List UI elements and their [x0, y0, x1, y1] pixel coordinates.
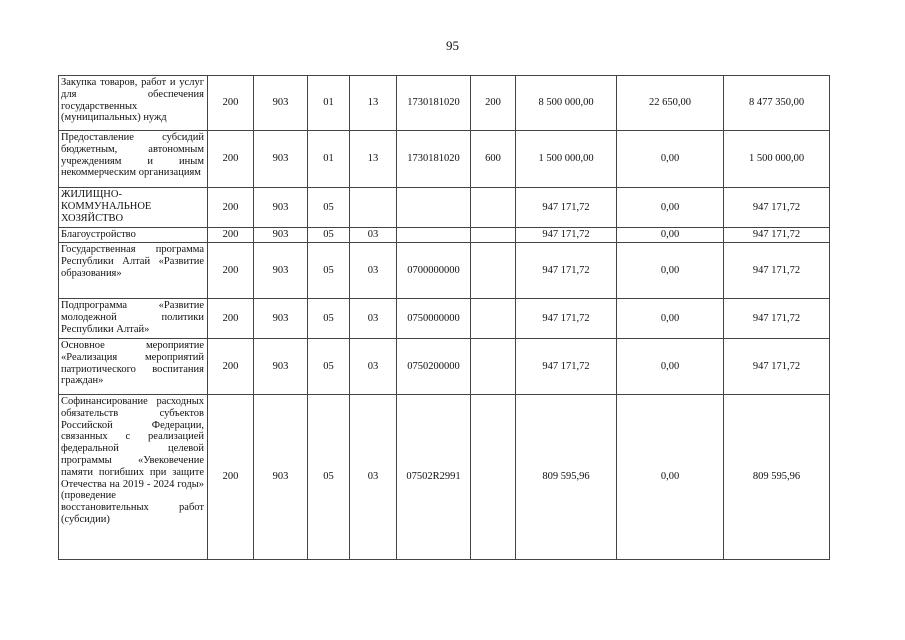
- table-row: [59, 299, 830, 339]
- row-name-cell: Закупка товаров, работ и услуг для обеспечения государственных (муниципальных) нужд: [59, 76, 208, 131]
- amount-cell: 809 595,96: [516, 395, 617, 560]
- grbs-code-cell: 903: [254, 339, 308, 395]
- admin-code-cell: 200: [208, 131, 254, 188]
- grbs-code-cell: 903: [254, 228, 308, 243]
- section-code-cell: 05: [308, 395, 350, 560]
- expense-type-cell: [471, 395, 516, 560]
- grbs-code-cell: 903: [254, 188, 308, 228]
- section-code-cell: 01: [308, 131, 350, 188]
- section-code-cell: 01: [308, 76, 350, 131]
- admin-code-cell: 200: [208, 76, 254, 131]
- budget-table: [58, 75, 830, 560]
- row-name-cell: ЖИЛИЩНО-КОММУНАЛЬНОЕ ХОЗЯЙСТВО: [59, 188, 208, 228]
- table-body: [59, 76, 830, 560]
- adjusted-amount-cell: 947 171,72: [724, 243, 830, 299]
- change-amount-cell: 0,00: [617, 188, 724, 228]
- row-name-cell: Софинансирование расходных обязательств субъектов Российской Федерации, связанных с реализацией федеральной целевой программы «Увековечение памяти погибших при защите Отечества на 2019 - 2024 годы» (проведение восстановительных работ (субсидии): [59, 395, 208, 560]
- subsection-code-cell: 03: [350, 299, 397, 339]
- adjusted-amount-cell: 8 477 350,00: [724, 76, 830, 131]
- table-row: [59, 228, 830, 243]
- section-code-cell: 05: [308, 228, 350, 243]
- admin-code-cell: 200: [208, 339, 254, 395]
- amount-cell: 947 171,72: [516, 188, 617, 228]
- expense-type-cell: [471, 243, 516, 299]
- amount-cell: 947 171,72: [516, 299, 617, 339]
- expense-type-cell: 600: [471, 131, 516, 188]
- table-row: [59, 188, 830, 228]
- table-row: [59, 76, 830, 131]
- admin-code-cell: 200: [208, 228, 254, 243]
- adjusted-amount-cell: 947 171,72: [724, 339, 830, 395]
- subsection-code-cell: 13: [350, 76, 397, 131]
- adjusted-amount-cell: 947 171,72: [724, 188, 830, 228]
- table-row: [59, 395, 830, 560]
- expense-type-cell: [471, 188, 516, 228]
- grbs-code-cell: 903: [254, 243, 308, 299]
- change-amount-cell: 0,00: [617, 228, 724, 243]
- section-code-cell: 05: [308, 243, 350, 299]
- admin-code-cell: 200: [208, 299, 254, 339]
- target-article-cell: [397, 188, 471, 228]
- row-name-cell: Предоставление субсидий бюджетным, автономным учреждениям и иным некоммерческим организациям: [59, 131, 208, 188]
- grbs-code-cell: 903: [254, 76, 308, 131]
- subsection-code-cell: 03: [350, 339, 397, 395]
- target-article-cell: 0750000000: [397, 299, 471, 339]
- amount-cell: 1 500 000,00: [516, 131, 617, 188]
- target-article-cell: 1730181020: [397, 76, 471, 131]
- amount-cell: 947 171,72: [516, 243, 617, 299]
- admin-code-cell: 200: [208, 243, 254, 299]
- adjusted-amount-cell: 1 500 000,00: [724, 131, 830, 188]
- subsection-code-cell: [350, 188, 397, 228]
- change-amount-cell: 22 650,00: [617, 76, 724, 131]
- change-amount-cell: 0,00: [617, 395, 724, 560]
- adjusted-amount-cell: 947 171,72: [724, 228, 830, 243]
- expense-type-cell: 200: [471, 76, 516, 131]
- grbs-code-cell: 903: [254, 131, 308, 188]
- admin-code-cell: 200: [208, 188, 254, 228]
- row-name-cell: Основное мероприятие «Реализация мероприятий патриотического воспитания граждан»: [59, 339, 208, 395]
- subsection-code-cell: 03: [350, 243, 397, 299]
- change-amount-cell: 0,00: [617, 299, 724, 339]
- expense-type-cell: [471, 339, 516, 395]
- section-code-cell: 05: [308, 339, 350, 395]
- target-article-cell: 0700000000: [397, 243, 471, 299]
- amount-cell: 947 171,72: [516, 228, 617, 243]
- page-number: 95: [446, 38, 459, 53]
- target-article-cell: [397, 228, 471, 243]
- change-amount-cell: 0,00: [617, 339, 724, 395]
- adjusted-amount-cell: 947 171,72: [724, 299, 830, 339]
- section-code-cell: 05: [308, 188, 350, 228]
- target-article-cell: 0750200000: [397, 339, 471, 395]
- target-article-cell: 1730181020: [397, 131, 471, 188]
- row-name-cell: Благоустройство: [59, 228, 208, 243]
- row-name-cell: Подпрограмма «Развитие молодежной политики Республики Алтай»: [59, 299, 208, 339]
- section-code-cell: 05: [308, 299, 350, 339]
- expense-type-cell: [471, 228, 516, 243]
- subsection-code-cell: 03: [350, 228, 397, 243]
- change-amount-cell: 0,00: [617, 243, 724, 299]
- table-row: [59, 243, 830, 299]
- amount-cell: 8 500 000,00: [516, 76, 617, 131]
- amount-cell: 947 171,72: [516, 339, 617, 395]
- admin-code-cell: 200: [208, 395, 254, 560]
- change-amount-cell: 0,00: [617, 131, 724, 188]
- target-article-cell: 07502R2991: [397, 395, 471, 560]
- adjusted-amount-cell: 809 595,96: [724, 395, 830, 560]
- grbs-code-cell: 903: [254, 395, 308, 560]
- subsection-code-cell: 13: [350, 131, 397, 188]
- expense-type-cell: [471, 299, 516, 339]
- table-row: [59, 339, 830, 395]
- subsection-code-cell: 03: [350, 395, 397, 560]
- grbs-code-cell: 903: [254, 299, 308, 339]
- table-row: [59, 131, 830, 188]
- row-name-cell: Государственная программа Республики Алтай «Развитие образования»: [59, 243, 208, 299]
